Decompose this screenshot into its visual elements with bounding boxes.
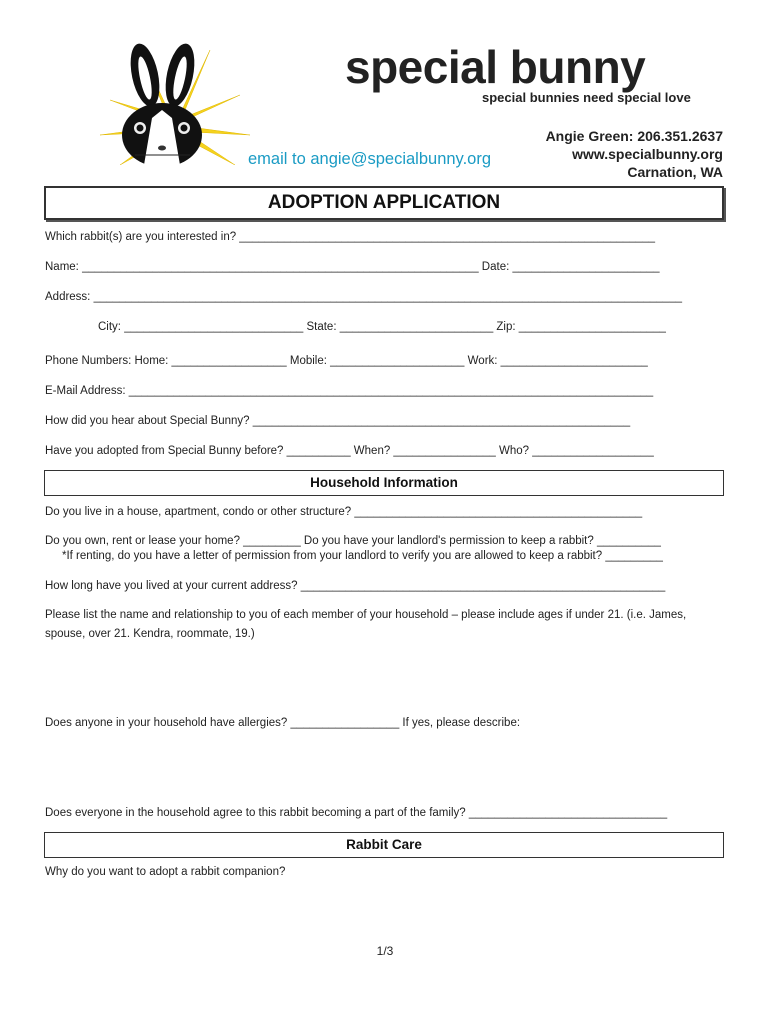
household-heading: Household Information: [310, 475, 458, 490]
email-address-field[interactable]: E-Mail Address: __________________________________________________________________________________: [45, 385, 654, 397]
city-state-zip-field[interactable]: City: ____________________________ State: ________________________ Zip: _______________________: [98, 321, 666, 333]
page-number: 1/3: [376, 944, 394, 958]
email-link[interactable]: email to angie@specialbunny.org: [248, 150, 492, 168]
own-rent-field[interactable]: Do you own, rent or lease your home? _________ Do you have your landlord's permission to keep a rabbit? __________: [45, 535, 661, 547]
brand-tagline: special bunnies need special love: [482, 90, 691, 105]
rabbit-interest-field[interactable]: Which rabbit(s) are you interested in? _________________________________________________________________: [45, 231, 656, 243]
family-agree-field[interactable]: Does everyone in the household agree to this rabbit becoming a part of the family? _______________________________: [45, 807, 668, 819]
brand-name: special bunny: [345, 41, 646, 93]
household-members-question[interactable]: Please list the name and relationship to you of each member of your household – please include ages if under 21. (i.e. James, spouse, over 21. Kendra, roommate, 19.): [45, 609, 687, 640]
heard-about-field[interactable]: How did you hear about Special Bunny? ___________________________________________________________: [45, 415, 631, 427]
phone-numbers-field[interactable]: Phone Numbers: Home: __________________ Mobile: _____________________ Work: _______________________: [45, 355, 648, 367]
allergies-field[interactable]: Does anyone in your household have allergies? _________________ If yes, please describe:: [45, 717, 521, 729]
address-field[interactable]: Address: ____________________________________________________________________________________________: [45, 291, 682, 303]
household-heading-box: [44, 470, 724, 496]
renting-letter-field[interactable]: *If renting, do you have a letter of permission from your landlord to verify you are allowed to keep a rabbit? _________: [62, 550, 663, 562]
adopted-before-field[interactable]: Have you adopted from Special Bunny before? __________ When? ________________ Who? ___________________: [45, 445, 654, 457]
why-adopt-question[interactable]: Why do you want to adopt a rabbit companion?: [45, 866, 286, 878]
rabbit-care-heading: Rabbit Care: [346, 837, 422, 852]
bunny-sunburst-logo: [100, 40, 250, 165]
contact-location: Carnation, WA: [627, 164, 723, 180]
contact-name-phone: Angie Green: 206.351.2637: [545, 128, 723, 144]
contact-website[interactable]: www.specialbunny.org: [572, 146, 723, 162]
form-title: ADOPTION APPLICATION: [267, 192, 501, 213]
name-date-field[interactable]: Name: ______________________________________________________________ Date: _______________________: [45, 261, 660, 273]
form-title-box: [44, 186, 724, 220]
rabbit-care-heading-box: [44, 832, 724, 858]
dwelling-field[interactable]: Do you live in a house, apartment, condo or other structure? _____________________________________________: [45, 506, 643, 518]
how-long-field[interactable]: How long have you lived at your current address? _________________________________________________________: [45, 580, 666, 592]
